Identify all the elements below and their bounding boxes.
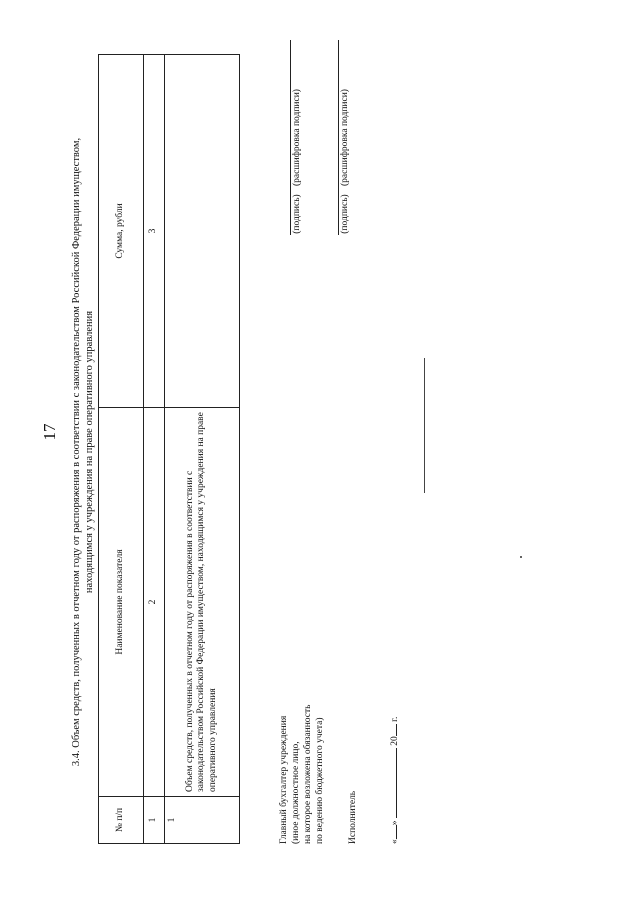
heading-line-1: 3.4. Объем средств, полученных в отчетном году от распоряжения в соответствии с законодательством Российской Федерации имуществом, [71, 137, 82, 767]
header-name: Наименование показателя [99, 408, 144, 797]
header-sum: Сумма, рубли [99, 55, 144, 408]
row-num: 1 [165, 797, 240, 844]
column-number-1: 1 [144, 797, 165, 844]
executor-decode-caption: (расшифровка подписи) [340, 89, 350, 186]
page-number: 17 [40, 423, 59, 441]
date-open-quote: « [390, 839, 400, 844]
chief-sign-caption: (подпись) [292, 194, 302, 234]
executor-sign-caption: (подпись) [340, 194, 350, 234]
row-name: Объем средств, полученных в отчетном году от распоряжения в соответствии с законодательством Российской Федерации имуществом, находящимся у учреждения на праве оперативного управления [165, 408, 240, 797]
date-century: 20 [390, 736, 400, 746]
chief-line-4: по ведению бюджетного учета) [315, 717, 325, 844]
date-close-quote: » [390, 820, 400, 826]
stray-line [424, 358, 425, 493]
stray-dot [520, 556, 522, 558]
chief-line-3: на которое возложена обязанность [303, 704, 313, 844]
chief-decode-caption: (расшифровка подписи) [292, 89, 302, 186]
date-suffix: г. [390, 716, 400, 722]
column-number-3: 3 [144, 55, 165, 408]
chief-line-1: Главный бухгалтер учреждения [279, 715, 289, 844]
executor-label: Исполнитель [348, 790, 358, 844]
heading-line-2: находящимся у учреждения на праве оперативного управления [84, 310, 95, 594]
header-num: № п/п [99, 797, 144, 844]
column-number-2: 2 [144, 408, 165, 797]
chief-line-2: (иное должностное лицо, [291, 741, 301, 844]
